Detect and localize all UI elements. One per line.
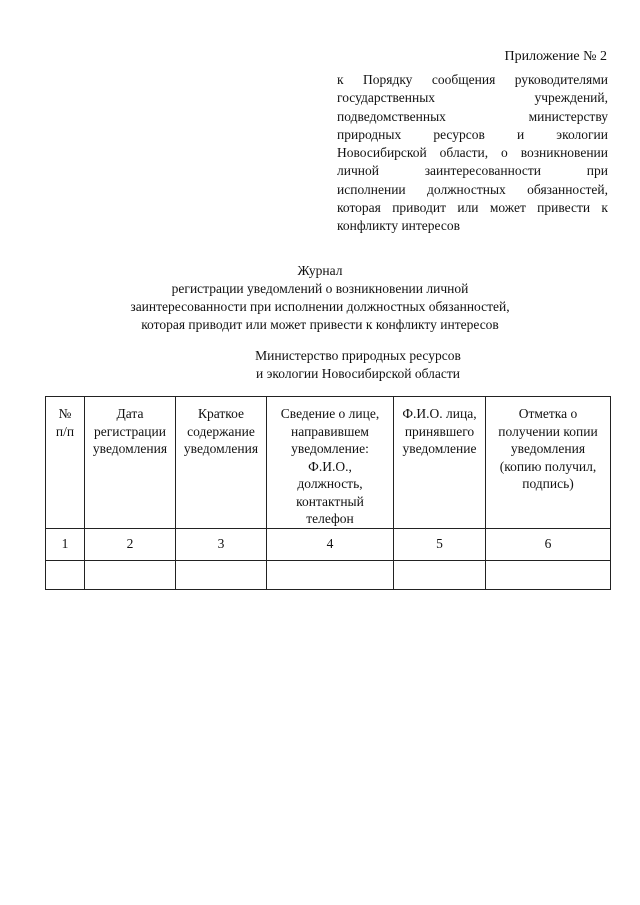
column-number-cell: 4	[267, 528, 394, 560]
table-row-column-numbers	[46, 528, 611, 560]
header-line: Ф.И.О. лица,	[402, 406, 477, 421]
column-number-cell: 1	[46, 528, 85, 560]
header-line: подпись)	[522, 476, 574, 491]
register-table	[45, 396, 611, 590]
column-number-cell: 5	[394, 528, 486, 560]
annex-reference-line: которая приводит или может привести к	[337, 200, 608, 216]
header-line: Ф.И.О.,	[308, 458, 352, 474]
annex-reference	[337, 71, 608, 236]
empty-cell	[486, 560, 611, 589]
empty-cell	[267, 560, 394, 589]
empty-cell	[46, 560, 85, 589]
annex-reference-line: к Порядку сообщения руководителями	[337, 72, 608, 87]
header-line: №	[58, 406, 72, 421]
annex-reference-line: Новосибирской области, о возникновении	[337, 145, 608, 161]
ministry-name-line: и экологии Новосибирской области	[256, 366, 460, 381]
journal-heading: Журнал	[297, 263, 343, 278]
header-line: Отметка о	[518, 406, 578, 421]
header-line: п/п	[55, 423, 75, 439]
header-line: получении копии	[498, 423, 598, 439]
header-line: уведомления	[510, 441, 586, 456]
header-line: уведомление:	[291, 441, 369, 456]
empty-cell	[394, 560, 486, 589]
header-line: контактный	[296, 493, 364, 509]
header-line: уведомление	[402, 441, 477, 456]
header-summary	[176, 397, 267, 529]
empty-cell	[85, 560, 176, 589]
header-line: телефон	[306, 511, 354, 526]
header-line: Краткое	[197, 406, 245, 421]
column-number-cell: 6	[486, 528, 611, 560]
ministry-name-line: Министерство природных ресурсов	[255, 348, 461, 363]
header-registration-date	[85, 397, 176, 529]
header-sender-info	[267, 397, 394, 529]
header-line: принявшего	[404, 423, 475, 439]
annex-reference-line: государственных учреждений,	[337, 90, 608, 106]
header-copy-receipt	[486, 397, 611, 529]
header-line: Дата	[116, 406, 144, 421]
header-line: регистрации	[94, 423, 166, 439]
annex-reference-line: личной заинтересованности при	[337, 163, 608, 179]
header-line: должность,	[297, 476, 363, 491]
header-line: уведомления	[92, 441, 168, 456]
annex-reference-line: природных ресурсов и экологии	[337, 126, 608, 142]
header-line: уведомления	[183, 441, 259, 456]
empty-cell	[176, 560, 267, 589]
annex-reference-line: исполнении должностных обязанностей,	[337, 181, 608, 197]
header-line: содержание	[187, 423, 255, 439]
journal-subtitle-line: заинтересованности при исполнении должностных обязанностей,	[130, 299, 510, 314]
header-line: направившем	[291, 423, 369, 439]
header-line: Сведение о лице,	[280, 406, 380, 421]
annex-reference-line: конфликту интересов	[337, 218, 460, 234]
column-number-cell: 3	[176, 528, 267, 560]
header-number	[46, 397, 85, 529]
journal-subtitle-line: регистрации уведомлений о возникновении личной	[171, 281, 469, 296]
journal-subtitle-line: которая приводит или может привести к конфликту интересов	[141, 317, 499, 332]
table-header-row	[46, 397, 611, 529]
table-row-empty	[46, 560, 611, 589]
header-line: (копию получил,	[499, 458, 597, 474]
journal-title	[0, 262, 640, 334]
annex-reference-line: подведомственных министерству	[337, 108, 608, 124]
ministry-name	[0, 347, 640, 383]
header-receiver-name	[394, 397, 486, 529]
column-number-cell: 2	[85, 528, 176, 560]
annex-title: Приложение № 2	[504, 49, 607, 64]
